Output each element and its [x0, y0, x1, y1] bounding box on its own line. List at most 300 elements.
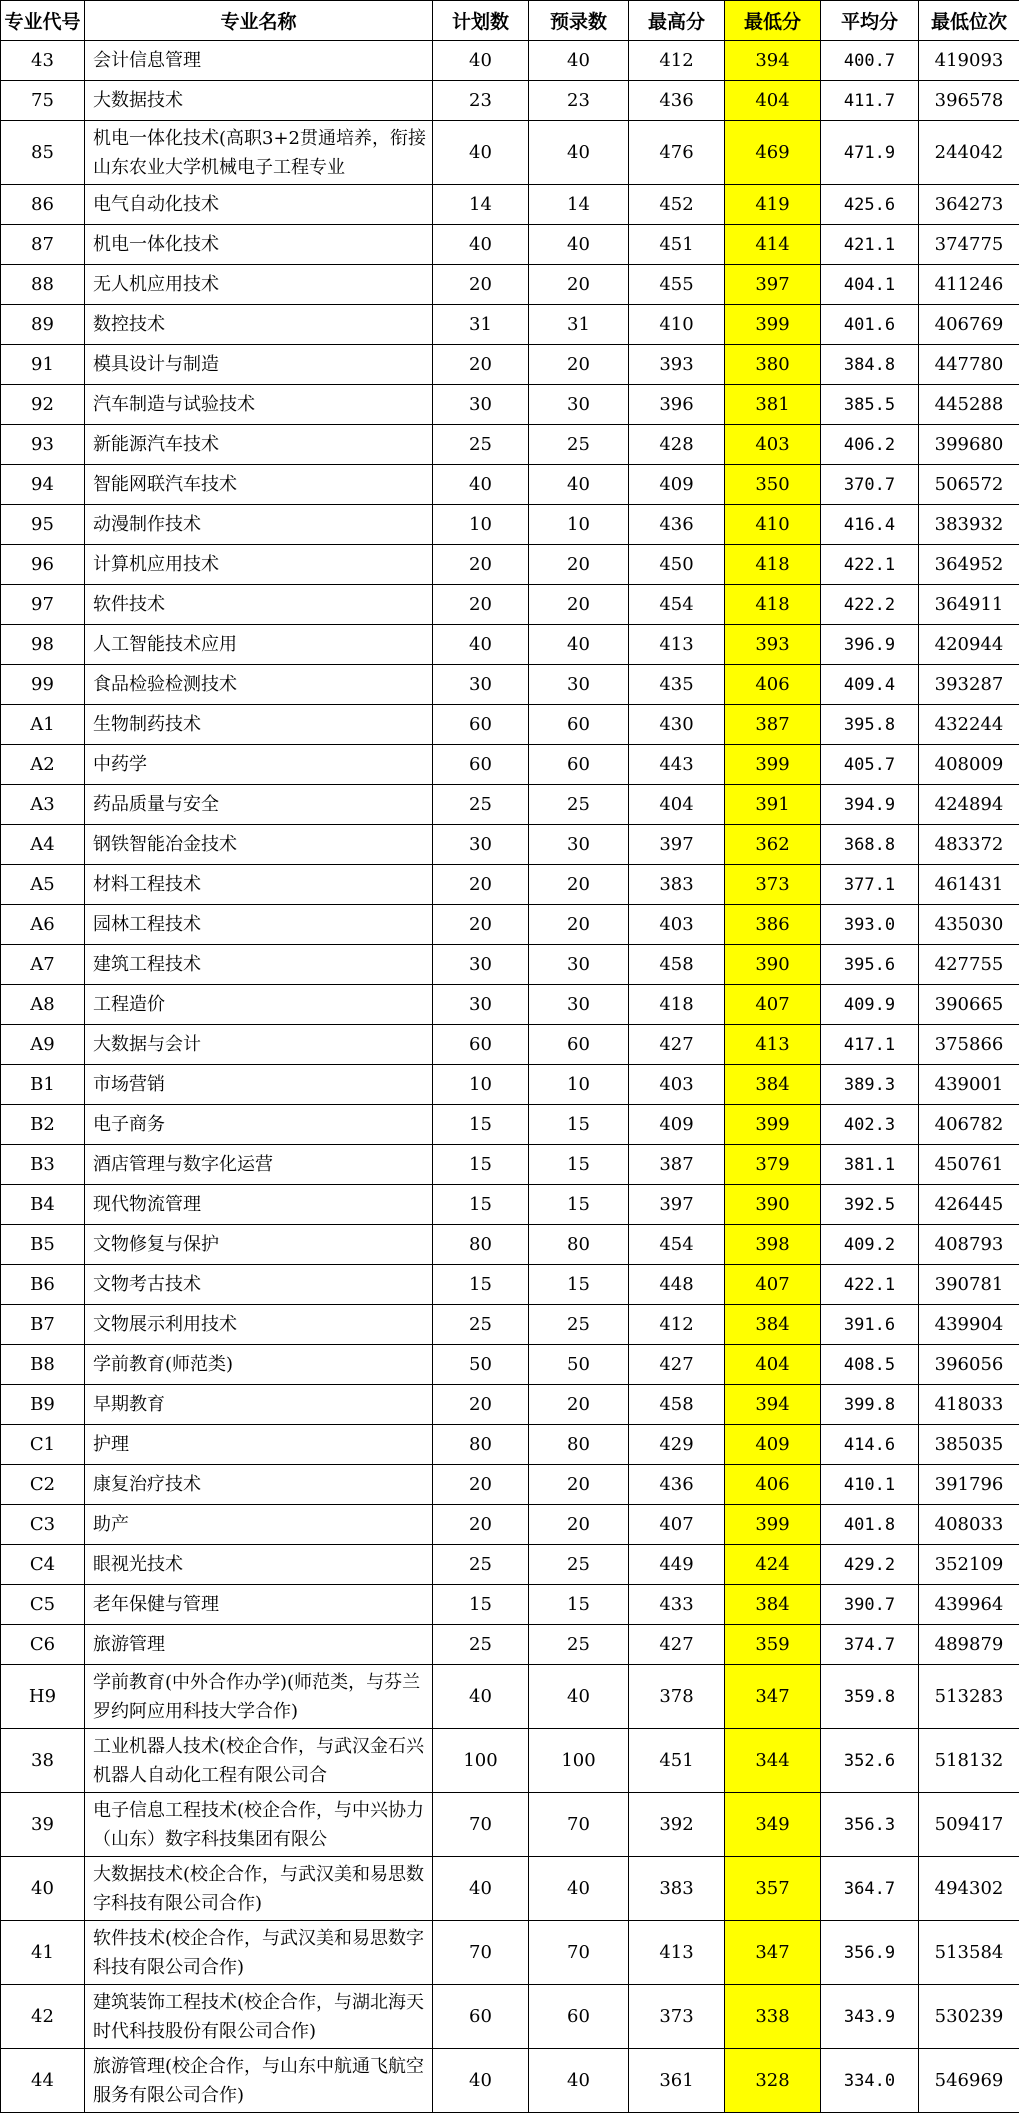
cell-max-score: 430	[629, 705, 725, 745]
cell-min-score: 404	[725, 81, 821, 121]
cell-max-score: 435	[629, 665, 725, 705]
header-min-rank: 最低位次	[919, 1, 1019, 41]
cell-major-name: 旅游管理	[85, 1625, 433, 1665]
cell-min-score: 418	[725, 585, 821, 625]
cell-min-score: 413	[725, 1025, 821, 1065]
cell-plan-count: 40	[433, 625, 529, 665]
cell-admitted-count: 60	[529, 705, 629, 745]
cell-min-rank: 244042	[919, 121, 1019, 185]
cell-admitted-count: 30	[529, 385, 629, 425]
cell-avg-score: 408.5	[821, 1345, 919, 1385]
cell-max-score: 449	[629, 1545, 725, 1585]
cell-avg-score: 393.0	[821, 905, 919, 945]
cell-major-name: 文物修复与保护	[85, 1225, 433, 1265]
cell-max-score: 410	[629, 305, 725, 345]
cell-major-code: 98	[1, 625, 85, 665]
cell-plan-count: 20	[433, 865, 529, 905]
cell-avg-score: 406.2	[821, 425, 919, 465]
cell-min-rank: 408009	[919, 745, 1019, 785]
cell-min-rank: 435030	[919, 905, 1019, 945]
table-row	[1, 1665, 1019, 1729]
cell-admitted-count: 50	[529, 1345, 629, 1385]
cell-max-score: 407	[629, 1505, 725, 1545]
cell-max-score: 454	[629, 1225, 725, 1265]
cell-major-name: 软件技术	[85, 585, 433, 625]
table-row	[1, 1345, 1019, 1385]
cell-plan-count: 20	[433, 1385, 529, 1425]
cell-plan-count: 15	[433, 1185, 529, 1225]
cell-major-name: 助产	[85, 1505, 433, 1545]
cell-min-score: 399	[725, 1105, 821, 1145]
cell-plan-count: 30	[433, 985, 529, 1025]
cell-major-code: B4	[1, 1185, 85, 1225]
cell-max-score: 409	[629, 465, 725, 505]
cell-plan-count: 80	[433, 1425, 529, 1465]
cell-avg-score: 404.1	[821, 265, 919, 305]
cell-min-score: 394	[725, 1385, 821, 1425]
cell-major-code: C3	[1, 1505, 85, 1545]
cell-major-code: B3	[1, 1145, 85, 1185]
table-row	[1, 785, 1019, 825]
cell-major-name: 建筑装饰工程技术(校企合作，与湖北海天时代科技股份有限公司合作)	[85, 1985, 433, 2049]
cell-plan-count: 10	[433, 1065, 529, 1105]
cell-max-score: 404	[629, 785, 725, 825]
cell-min-score: 403	[725, 425, 821, 465]
cell-avg-score: 409.2	[821, 1225, 919, 1265]
cell-major-name: 中药学	[85, 745, 433, 785]
cell-max-score: 451	[629, 1729, 725, 1793]
table-row	[1, 825, 1019, 865]
cell-major-name: 园林工程技术	[85, 905, 433, 945]
cell-max-score: 392	[629, 1793, 725, 1857]
cell-plan-count: 60	[433, 1025, 529, 1065]
table-row	[1, 1793, 1019, 1857]
cell-min-score: 362	[725, 825, 821, 865]
cell-major-name: 计算机应用技术	[85, 545, 433, 585]
cell-min-rank: 513584	[919, 1921, 1019, 1985]
cell-major-code: C4	[1, 1545, 85, 1585]
cell-major-name: 现代物流管理	[85, 1185, 433, 1225]
cell-min-score: 328	[725, 2049, 821, 2113]
cell-admitted-count: 15	[529, 1145, 629, 1185]
cell-min-score: 390	[725, 945, 821, 985]
cell-min-score: 469	[725, 121, 821, 185]
cell-plan-count: 14	[433, 185, 529, 225]
table-row	[1, 2049, 1019, 2113]
cell-min-rank: 427755	[919, 945, 1019, 985]
cell-min-rank: 439964	[919, 1585, 1019, 1625]
cell-min-rank: 383932	[919, 505, 1019, 545]
cell-major-code: B1	[1, 1065, 85, 1105]
cell-avg-score: 377.1	[821, 865, 919, 905]
cell-avg-score: 368.8	[821, 825, 919, 865]
cell-min-score: 381	[725, 385, 821, 425]
cell-admitted-count: 70	[529, 1793, 629, 1857]
cell-avg-score: 421.1	[821, 225, 919, 265]
cell-major-name: 会计信息管理	[85, 41, 433, 81]
cell-min-score: 347	[725, 1665, 821, 1729]
cell-max-score: 458	[629, 945, 725, 985]
cell-major-name: 生物制药技术	[85, 705, 433, 745]
cell-plan-count: 15	[433, 1265, 529, 1305]
cell-max-score: 413	[629, 1921, 725, 1985]
cell-avg-score: 391.6	[821, 1305, 919, 1345]
cell-major-code: B2	[1, 1105, 85, 1145]
cell-min-score: 359	[725, 1625, 821, 1665]
cell-major-name: 软件技术(校企合作，与武汉美和易思数字科技有限公司合作)	[85, 1921, 433, 1985]
cell-avg-score: 400.7	[821, 41, 919, 81]
cell-min-rank: 374775	[919, 225, 1019, 265]
table-row	[1, 305, 1019, 345]
cell-major-name: 动漫制作技术	[85, 505, 433, 545]
cell-min-rank: 406782	[919, 1105, 1019, 1145]
cell-max-score: 383	[629, 1857, 725, 1921]
cell-major-code: A3	[1, 785, 85, 825]
cell-plan-count: 20	[433, 905, 529, 945]
cell-avg-score: 381.1	[821, 1145, 919, 1185]
cell-avg-score: 385.5	[821, 385, 919, 425]
cell-major-code: A5	[1, 865, 85, 905]
cell-major-code: A4	[1, 825, 85, 865]
cell-min-score: 398	[725, 1225, 821, 1265]
cell-admitted-count: 31	[529, 305, 629, 345]
cell-min-score: 399	[725, 1505, 821, 1545]
cell-major-name: 模具设计与制造	[85, 345, 433, 385]
cell-avg-score: 417.1	[821, 1025, 919, 1065]
table-row	[1, 265, 1019, 305]
table-row	[1, 425, 1019, 465]
cell-major-name: 电气自动化技术	[85, 185, 433, 225]
cell-plan-count: 20	[433, 1465, 529, 1505]
cell-min-score: 390	[725, 1185, 821, 1225]
cell-plan-count: 40	[433, 1857, 529, 1921]
table-row	[1, 665, 1019, 705]
cell-min-score: 380	[725, 345, 821, 385]
cell-avg-score: 395.8	[821, 705, 919, 745]
cell-min-score: 384	[725, 1305, 821, 1345]
cell-major-name: 文物考古技术	[85, 1265, 433, 1305]
cell-min-score: 373	[725, 865, 821, 905]
cell-min-rank: 432244	[919, 705, 1019, 745]
cell-major-code: 39	[1, 1793, 85, 1857]
cell-admitted-count: 25	[529, 785, 629, 825]
cell-plan-count: 25	[433, 1305, 529, 1345]
cell-major-code: H9	[1, 1665, 85, 1729]
cell-major-code: 91	[1, 345, 85, 385]
cell-min-rank: 450761	[919, 1145, 1019, 1185]
cell-min-rank: 420944	[919, 625, 1019, 665]
cell-min-rank: 513283	[919, 1665, 1019, 1729]
cell-avg-score: 401.6	[821, 305, 919, 345]
cell-max-score: 436	[629, 81, 725, 121]
cell-max-score: 373	[629, 1985, 725, 2049]
cell-admitted-count: 15	[529, 1265, 629, 1305]
cell-avg-score: 356.9	[821, 1921, 919, 1985]
cell-avg-score: 396.9	[821, 625, 919, 665]
cell-plan-count: 15	[433, 1145, 529, 1185]
cell-max-score: 451	[629, 225, 725, 265]
cell-major-code: 44	[1, 2049, 85, 2113]
cell-major-name: 无人机应用技术	[85, 265, 433, 305]
cell-major-code: 92	[1, 385, 85, 425]
cell-plan-count: 23	[433, 81, 529, 121]
cell-max-score: 428	[629, 425, 725, 465]
cell-major-code: 97	[1, 585, 85, 625]
cell-major-name: 工程造价	[85, 985, 433, 1025]
cell-major-name: 电子信息工程技术(校企合作，与中兴协力（山东）数字科技集团有限公	[85, 1793, 433, 1857]
cell-avg-score: 416.4	[821, 505, 919, 545]
cell-min-score: 406	[725, 1465, 821, 1505]
cell-min-rank: 447780	[919, 345, 1019, 385]
cell-max-score: 427	[629, 1025, 725, 1065]
cell-plan-count: 20	[433, 345, 529, 385]
cell-admitted-count: 20	[529, 865, 629, 905]
cell-major-code: C5	[1, 1585, 85, 1625]
cell-major-code: C1	[1, 1425, 85, 1465]
cell-min-score: 384	[725, 1585, 821, 1625]
cell-avg-score: 402.3	[821, 1105, 919, 1145]
cell-major-name: 文物展示利用技术	[85, 1305, 433, 1345]
cell-min-rank: 461431	[919, 865, 1019, 905]
cell-major-name: 机电一体化技术	[85, 225, 433, 265]
cell-plan-count: 10	[433, 505, 529, 545]
cell-max-score: 436	[629, 505, 725, 545]
cell-max-score: 397	[629, 825, 725, 865]
cell-min-score: 387	[725, 705, 821, 745]
cell-min-rank: 506572	[919, 465, 1019, 505]
cell-min-rank: 439001	[919, 1065, 1019, 1105]
cell-plan-count: 40	[433, 465, 529, 505]
cell-plan-count: 20	[433, 265, 529, 305]
cell-major-code: B6	[1, 1265, 85, 1305]
cell-major-code: 89	[1, 305, 85, 345]
cell-plan-count: 25	[433, 425, 529, 465]
cell-max-score: 458	[629, 1385, 725, 1425]
cell-avg-score: 352.6	[821, 1729, 919, 1793]
cell-major-code: 42	[1, 1985, 85, 2049]
cell-major-name: 工业机器人技术(校企合作，与武汉金石兴机器人自动化工程有限公司合	[85, 1729, 433, 1793]
cell-admitted-count: 25	[529, 425, 629, 465]
cell-major-name: 人工智能技术应用	[85, 625, 433, 665]
cell-plan-count: 20	[433, 1505, 529, 1545]
cell-plan-count: 40	[433, 2049, 529, 2113]
cell-plan-count: 40	[433, 225, 529, 265]
cell-plan-count: 30	[433, 665, 529, 705]
cell-admitted-count: 20	[529, 545, 629, 585]
header-plan-count: 计划数	[433, 1, 529, 41]
table-row	[1, 545, 1019, 585]
cell-min-score: 344	[725, 1729, 821, 1793]
cell-avg-score: 471.9	[821, 121, 919, 185]
cell-avg-score: 422.1	[821, 545, 919, 585]
cell-plan-count: 60	[433, 745, 529, 785]
cell-min-score: 418	[725, 545, 821, 585]
cell-avg-score: 405.7	[821, 745, 919, 785]
table-row	[1, 225, 1019, 265]
cell-max-score: 429	[629, 1425, 725, 1465]
cell-major-name: 市场营销	[85, 1065, 433, 1105]
cell-plan-count: 30	[433, 825, 529, 865]
cell-max-score: 397	[629, 1185, 725, 1225]
cell-plan-count: 15	[433, 1105, 529, 1145]
cell-min-rank: 494302	[919, 1857, 1019, 1921]
cell-avg-score: 359.8	[821, 1665, 919, 1729]
cell-major-code: A6	[1, 905, 85, 945]
cell-avg-score: 390.7	[821, 1585, 919, 1625]
cell-admitted-count: 20	[529, 585, 629, 625]
cell-max-score: 450	[629, 545, 725, 585]
cell-admitted-count: 40	[529, 1665, 629, 1729]
cell-major-code: C2	[1, 1465, 85, 1505]
cell-min-score: 399	[725, 305, 821, 345]
cell-admitted-count: 70	[529, 1921, 629, 1985]
cell-plan-count: 31	[433, 305, 529, 345]
cell-min-score: 394	[725, 41, 821, 81]
cell-plan-count: 40	[433, 41, 529, 81]
cell-major-code: 43	[1, 41, 85, 81]
table-row	[1, 1625, 1019, 1665]
table-row	[1, 1225, 1019, 1265]
cell-min-rank: 408033	[919, 1505, 1019, 1545]
cell-min-score: 406	[725, 665, 821, 705]
cell-max-score: 452	[629, 185, 725, 225]
cell-major-name: 学前教育(师范类)	[85, 1345, 433, 1385]
cell-major-code: 40	[1, 1857, 85, 1921]
cell-admitted-count: 20	[529, 345, 629, 385]
cell-max-score: 427	[629, 1625, 725, 1665]
cell-major-code: 38	[1, 1729, 85, 1793]
table-row	[1, 41, 1019, 81]
cell-min-rank: 424894	[919, 785, 1019, 825]
header-major-name: 专业名称	[85, 1, 433, 41]
table-row	[1, 1385, 1019, 1425]
cell-max-score: 378	[629, 1665, 725, 1729]
cell-admitted-count: 40	[529, 2049, 629, 2113]
cell-min-rank: 489879	[919, 1625, 1019, 1665]
header-min-score: 最低分	[725, 1, 821, 41]
cell-max-score: 433	[629, 1585, 725, 1625]
cell-major-code: 96	[1, 545, 85, 585]
cell-avg-score: 395.6	[821, 945, 919, 985]
cell-major-code: 41	[1, 1921, 85, 1985]
cell-min-rank: 399680	[919, 425, 1019, 465]
cell-avg-score: 370.7	[821, 465, 919, 505]
cell-min-rank: 391796	[919, 1465, 1019, 1505]
cell-admitted-count: 40	[529, 225, 629, 265]
header-admitted-count: 预录数	[529, 1, 629, 41]
cell-major-name: 汽车制造与试验技术	[85, 385, 433, 425]
cell-admitted-count: 60	[529, 1025, 629, 1065]
cell-min-rank: 445288	[919, 385, 1019, 425]
cell-major-code: A2	[1, 745, 85, 785]
cell-plan-count: 70	[433, 1921, 529, 1985]
cell-max-score: 393	[629, 345, 725, 385]
table-row	[1, 385, 1019, 425]
cell-max-score: 387	[629, 1145, 725, 1185]
table-row	[1, 1105, 1019, 1145]
table-row	[1, 185, 1019, 225]
cell-avg-score: 401.8	[821, 1505, 919, 1545]
table-row	[1, 1545, 1019, 1585]
cell-major-code: A9	[1, 1025, 85, 1065]
cell-major-name: 智能网联汽车技术	[85, 465, 433, 505]
cell-min-score: 357	[725, 1857, 821, 1921]
cell-major-code: 88	[1, 265, 85, 305]
table-row	[1, 1145, 1019, 1185]
table-row	[1, 1465, 1019, 1505]
cell-major-name: 大数据技术(校企合作，与武汉美和易思数字科技有限公司合作)	[85, 1857, 433, 1921]
cell-avg-score: 334.0	[821, 2049, 919, 2113]
cell-admitted-count: 30	[529, 985, 629, 1025]
table-body	[1, 41, 1019, 2113]
cell-min-score: 409	[725, 1425, 821, 1465]
cell-max-score: 403	[629, 905, 725, 945]
cell-avg-score: 384.8	[821, 345, 919, 385]
cell-admitted-count: 20	[529, 265, 629, 305]
cell-avg-score: 343.9	[821, 1985, 919, 2049]
cell-major-code: 85	[1, 121, 85, 185]
cell-min-score: 407	[725, 985, 821, 1025]
cell-plan-count: 40	[433, 1665, 529, 1729]
table-row	[1, 1729, 1019, 1793]
cell-min-score: 350	[725, 465, 821, 505]
cell-major-code: C6	[1, 1625, 85, 1665]
cell-max-score: 403	[629, 1065, 725, 1105]
cell-major-code: A8	[1, 985, 85, 1025]
cell-admitted-count: 60	[529, 745, 629, 785]
cell-min-rank: 393287	[919, 665, 1019, 705]
table-row	[1, 745, 1019, 785]
cell-min-rank: 530239	[919, 1985, 1019, 2049]
cell-admitted-count: 40	[529, 1857, 629, 1921]
cell-max-score: 476	[629, 121, 725, 185]
cell-admitted-count: 15	[529, 1185, 629, 1225]
cell-major-code: 95	[1, 505, 85, 545]
cell-min-score: 407	[725, 1265, 821, 1305]
cell-major-code: 87	[1, 225, 85, 265]
cell-min-rank: 352109	[919, 1545, 1019, 1585]
cell-min-rank: 439904	[919, 1305, 1019, 1345]
table-row	[1, 505, 1019, 545]
cell-plan-count: 40	[433, 121, 529, 185]
table-row	[1, 1857, 1019, 1921]
cell-min-score: 419	[725, 185, 821, 225]
cell-admitted-count: 25	[529, 1545, 629, 1585]
table-row	[1, 585, 1019, 625]
cell-max-score: 455	[629, 265, 725, 305]
cell-max-score: 396	[629, 385, 725, 425]
cell-major-name: 大数据与会计	[85, 1025, 433, 1065]
cell-admitted-count: 60	[529, 1985, 629, 2049]
table-row	[1, 81, 1019, 121]
cell-min-rank: 364911	[919, 585, 1019, 625]
cell-avg-score: 409.9	[821, 985, 919, 1025]
cell-major-name: 建筑工程技术	[85, 945, 433, 985]
cell-avg-score: 425.6	[821, 185, 919, 225]
cell-admitted-count: 40	[529, 465, 629, 505]
header-row	[1, 1, 1019, 41]
cell-min-score: 349	[725, 1793, 821, 1857]
cell-plan-count: 60	[433, 1985, 529, 2049]
header-max-score: 最高分	[629, 1, 725, 41]
cell-min-rank: 396056	[919, 1345, 1019, 1385]
cell-admitted-count: 23	[529, 81, 629, 121]
cell-admitted-count: 30	[529, 665, 629, 705]
cell-major-code: B9	[1, 1385, 85, 1425]
cell-plan-count: 25	[433, 1545, 529, 1585]
cell-avg-score: 422.2	[821, 585, 919, 625]
cell-min-score: 391	[725, 785, 821, 825]
